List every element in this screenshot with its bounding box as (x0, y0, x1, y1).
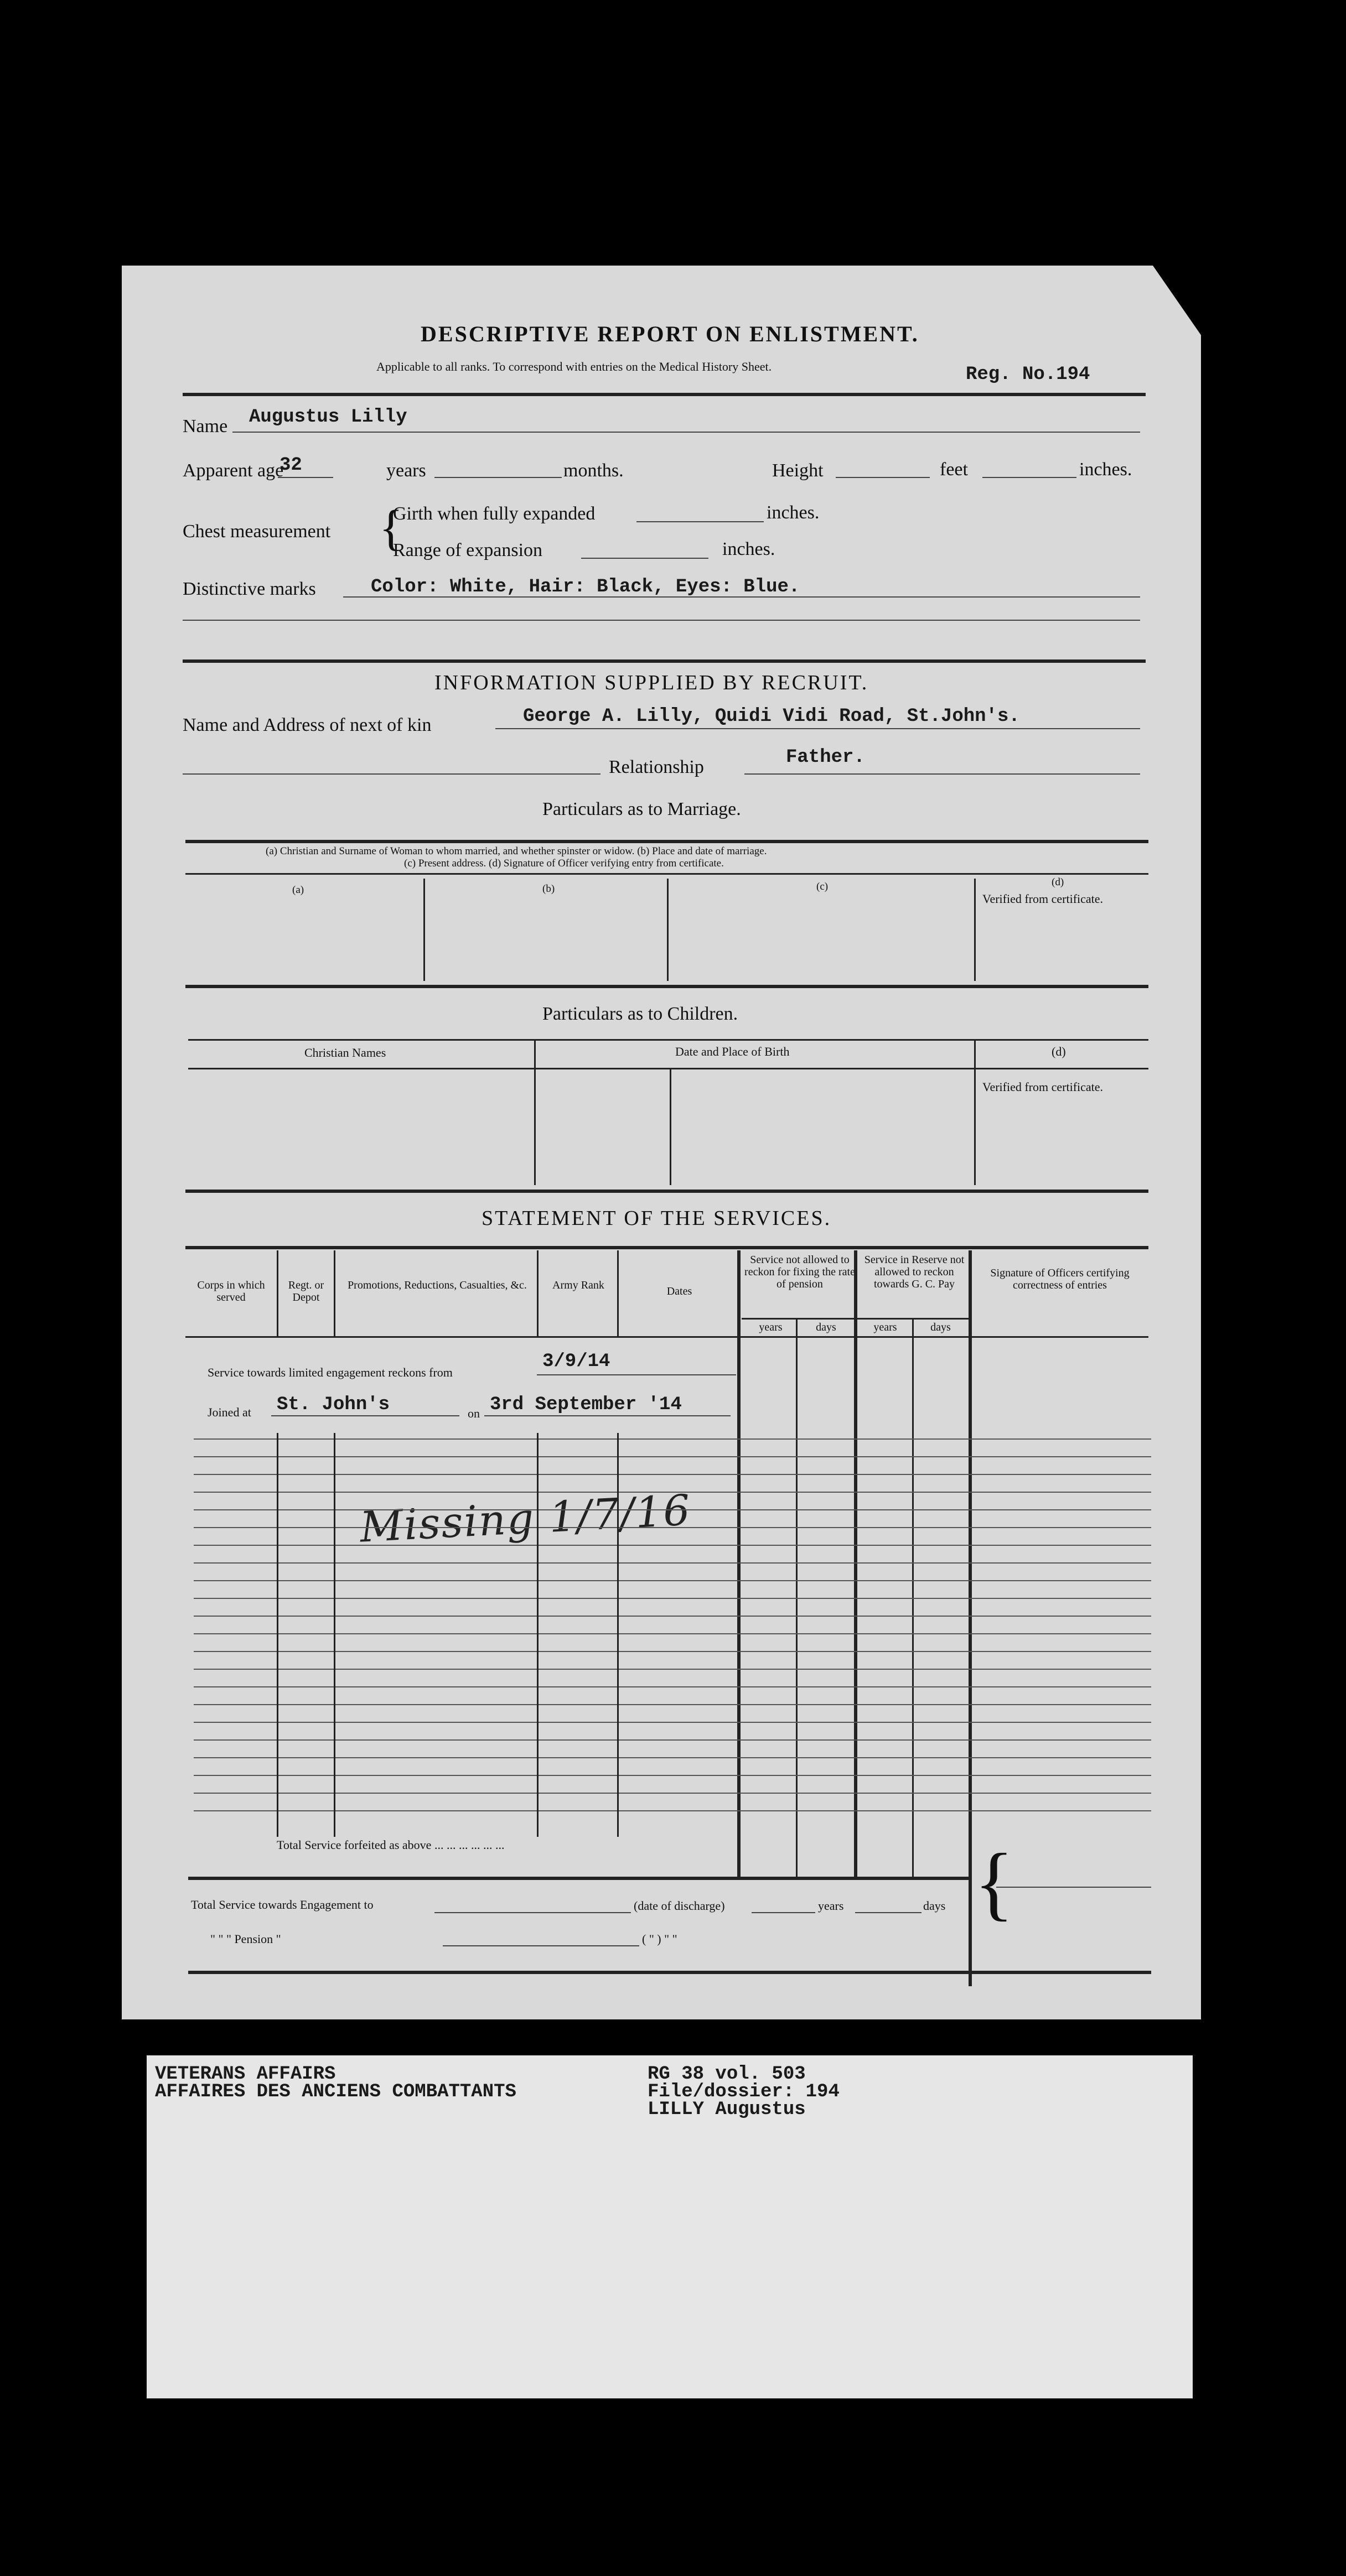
folded-corner (1153, 266, 1203, 337)
range-label: Range of expansion (393, 540, 543, 560)
reg-number: Reg. No.194 (966, 364, 1090, 385)
children-divider-2 (670, 1069, 671, 1185)
col-gc-days: days (930, 1321, 951, 1333)
total-underline (434, 1912, 631, 1913)
joined-place: St. John's (277, 1394, 390, 1415)
marriage-col-b: (b) (542, 883, 555, 895)
children-bottom-rule (185, 1190, 1148, 1193)
marriage-note-2: (c) Present address. (d) Signature of Officer verifying entry from certificate. (404, 858, 724, 869)
ledger-row (194, 1580, 1151, 1581)
pension-line: " " " Pension " (210, 1932, 281, 1946)
feet-underline (836, 477, 930, 478)
marriage-top-rule (185, 840, 1148, 843)
ledger-row (194, 1686, 1151, 1687)
ledger-column-divider (617, 1433, 619, 1837)
joined-date: 3rd September '14 (490, 1394, 682, 1415)
total-days-label: days (923, 1899, 946, 1913)
children-header-rule (188, 1068, 1148, 1069)
chest-label: Chest measurement (183, 521, 331, 542)
years-label: years (386, 460, 426, 481)
col-signature: Signature of Officers certifying correctness of entries (990, 1267, 1130, 1291)
kin-value: George A. Lilly, Quidi Vidi Road, St.John's. (523, 706, 1020, 727)
girth-inches: inches. (767, 502, 820, 523)
range-underline (581, 558, 708, 559)
ledger-row (194, 1562, 1151, 1564)
forfeited-label: Total Service forfeited as above ... ... ... ... ... ... (277, 1838, 505, 1852)
limited-underline (537, 1374, 736, 1375)
col-dates: Dates (666, 1285, 692, 1297)
marriage-divider-1 (423, 879, 425, 981)
ledger-row (194, 1704, 1151, 1705)
joined-date-underline (484, 1415, 731, 1416)
marriage-col-a: (a) (292, 884, 304, 896)
relationship-label: Relationship (609, 757, 704, 777)
pension-tail: ( " ) " " (642, 1932, 677, 1946)
marriage-header-rule (185, 873, 1148, 875)
children-verified: Verified from certificate. (982, 1080, 1104, 1094)
kin-label: Name and Address of next of kin (183, 715, 432, 735)
total-years-label: years (818, 1899, 844, 1913)
col-rank: Army Rank (552, 1279, 604, 1291)
children-divider-3 (974, 1040, 976, 1185)
ledger-row (194, 1474, 1151, 1475)
ledger-row (194, 1810, 1151, 1811)
limited-value: 3/9/14 (542, 1351, 610, 1372)
range-inches: inches. (722, 539, 775, 559)
months-underline (434, 477, 562, 478)
marriage-note-1: (a) Christian and Surname of Woman to whom married, and whether spinster or widow. (b) Place and date of marriage. (266, 845, 767, 857)
services-header-rule (185, 1336, 1148, 1338)
joined-place-underline (271, 1415, 459, 1416)
age-label: Apparent age (183, 460, 284, 481)
col-pension-years: years (759, 1321, 783, 1333)
name-label: Name (183, 416, 228, 437)
col-gc-years: years (873, 1321, 897, 1333)
marriage-divider-2 (667, 879, 669, 981)
joined-label: Joined at (208, 1405, 251, 1419)
signature-brace: { (974, 1837, 1014, 1929)
marriage-divider-3 (974, 879, 976, 981)
marks-label: Distinctive marks (183, 579, 316, 599)
col-not-allowed-pension: Service not allowed to reckon for fixing the rate of pension (744, 1254, 855, 1290)
col-promotions: Promotions, Reductions, Casualties, &c. (348, 1279, 527, 1291)
marriage-verified: Verified from certificate. (982, 892, 1104, 906)
form-title: DESCRIPTIVE REPORT ON ENLISTMENT. (421, 321, 919, 346)
ledger-row (194, 1545, 1151, 1546)
limited-label: Service towards limited engagement reckons from (208, 1365, 453, 1379)
kin-underline (495, 728, 1140, 729)
children-col-names: Christian Names (304, 1046, 386, 1060)
age-underline (278, 477, 333, 478)
col-pension-days: days (816, 1321, 836, 1333)
col-regt: Regt. or Depot (288, 1279, 324, 1303)
marks-underline-2 (183, 620, 1140, 621)
years-underline (752, 1912, 815, 1913)
signature-underline (996, 1887, 1151, 1888)
pension-underline (443, 1945, 639, 1946)
archive-name: LILLY Augustus (648, 2099, 806, 2120)
ledger-row (194, 1633, 1151, 1634)
height-label: Height (772, 460, 824, 481)
section-rule-1 (183, 659, 1146, 663)
ledger-row (194, 1456, 1151, 1457)
promotions-divider (537, 1250, 539, 1336)
children-top-rule (188, 1039, 1148, 1041)
relationship-underline (744, 773, 1140, 775)
ledger-column-divider (334, 1433, 335, 1837)
corps-divider (277, 1250, 278, 1336)
archive-stamp (147, 2055, 1193, 2398)
ledger-row (194, 1527, 1151, 1528)
handwritten-missing-note: Missing 1/7/16 (359, 1485, 692, 1552)
ledger-row (194, 1651, 1151, 1652)
feet-label: feet (940, 459, 968, 480)
children-col-birth: Date and Place of Birth (675, 1045, 790, 1058)
age-value: 32 (279, 455, 302, 476)
days-underline (855, 1912, 922, 1913)
forfeited-rule (188, 1877, 971, 1880)
regt-divider (334, 1250, 335, 1336)
ledger-row (194, 1598, 1151, 1599)
on-label: on (468, 1406, 480, 1420)
ledger-row (194, 1669, 1151, 1670)
ledger-row (194, 1722, 1151, 1723)
children-col-d: (d) (1052, 1045, 1066, 1058)
marks-value: Color: White, Hair: Black, Eyes: Blue. (371, 577, 800, 598)
archive-agency-fr: AFFAIRES DES ANCIENS COMBATTANTS (155, 2081, 516, 2102)
ledger-column-divider (537, 1433, 539, 1837)
inches-label: inches. (1079, 459, 1132, 480)
archive-agency-en: VETERANS AFFAIRS (155, 2064, 336, 2085)
ledger-row (194, 1492, 1151, 1493)
ledger-row (194, 1616, 1151, 1617)
col-not-allowed-gc: Service in Reserve not allowed to reckon towards G. C. Pay (864, 1254, 965, 1290)
girth-label: Girth when fully expanded (393, 503, 596, 524)
girth-underline (636, 521, 764, 522)
discharge-label: (date of discharge) (634, 1899, 725, 1913)
ledger-row (194, 1757, 1151, 1758)
services-ledger-rows (194, 1438, 1151, 1848)
total-label: Total Service towards Engagement to (191, 1898, 374, 1912)
name-value: Augustus Lilly (249, 407, 407, 428)
marriage-col-d: (d) (1052, 876, 1064, 888)
recruit-info-heading: INFORMATION SUPPLIED BY RECRUIT. (434, 671, 869, 694)
months-label: months. (563, 460, 624, 481)
kin-underline-2 (183, 773, 600, 775)
bottom-rule (188, 1971, 1151, 1974)
children-heading: Particulars as to Children. (542, 1004, 738, 1024)
chest-brace: { (379, 501, 403, 555)
inches-underline (982, 477, 1076, 478)
archive-volume: RG 38 vol. 503 (648, 2064, 806, 2085)
marks-underline (343, 596, 1140, 598)
services-heading: STATEMENT OF THE SERVICES. (482, 1207, 832, 1230)
rank-divider (617, 1250, 619, 1336)
archive-file: File/dossier: 194 (648, 2081, 840, 2102)
form-subtitle: Applicable to all ranks. To correspond with entries on the Medical History Sheet. (376, 360, 772, 373)
ledger-row (194, 1739, 1151, 1741)
col-corps: Corps in which served (197, 1279, 265, 1303)
marriage-col-c: (c) (816, 881, 829, 892)
marriage-heading: Particulars as to Marriage. (542, 799, 741, 819)
relationship-value: Father. (786, 747, 865, 768)
ledger-row (194, 1509, 1151, 1510)
ledger-column-divider (277, 1433, 278, 1837)
name-underline (232, 432, 1140, 433)
ledger-row (194, 1438, 1151, 1440)
services-top-rule (185, 1246, 1148, 1249)
title-rule (183, 393, 1146, 396)
ledger-row (194, 1793, 1151, 1794)
children-divider-1 (534, 1040, 536, 1185)
marriage-bottom-rule (185, 985, 1148, 988)
ledger-row (194, 1775, 1151, 1776)
